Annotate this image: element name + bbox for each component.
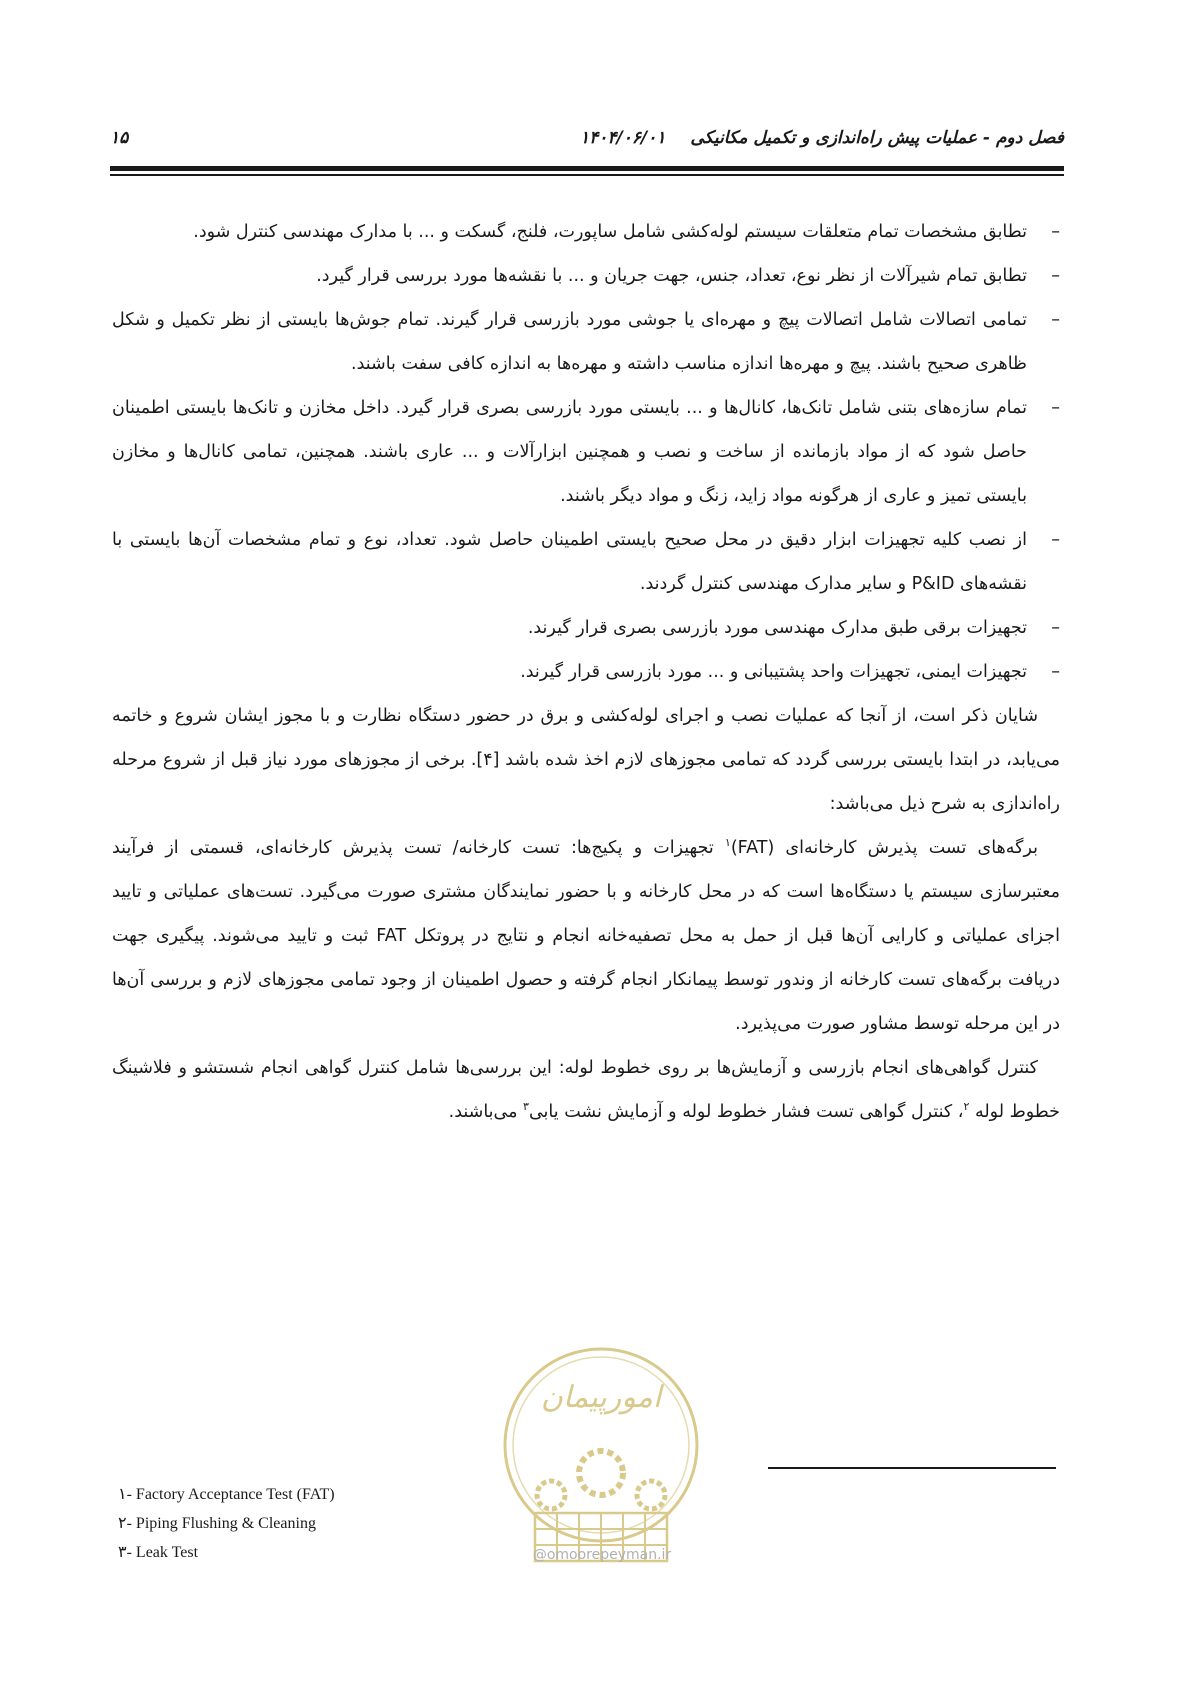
footnote-ref-2: ۲ (963, 1100, 970, 1114)
list-item: – تجهیزات ایمنی، تجهیزات واحد پشتیبانی و ... مورد بازرسی قرار گیرند. (112, 650, 1060, 694)
bullet-dash: – (1051, 310, 1060, 330)
bullet-dash: – (1051, 530, 1060, 550)
chapter-title: فصل دوم - عملیات پیش راه‌اندازی و تکمیل مکانیکی (690, 128, 1064, 148)
header-date: ۱۴۰۴/۰۶/۰۱ (580, 128, 666, 148)
list-item: – تطابق تمام شیرآلات از نظر نوع، تعداد، جنس، جهت جریان و ... با نقشه‌ها مورد بررسی قرار گیرد. (112, 254, 1060, 298)
watermark-url: @omoorepeyman.ir (532, 1547, 672, 1563)
page-number: ۱۵ (110, 128, 129, 148)
header-rule-thin (110, 174, 1064, 176)
paragraph-permits-intro: شایان ذکر است، از آنجا که عملیات نصب و اجرای لوله‌کشی و برق در حضور دستگاه نظارت و با مجوز ایشان شروع و خاتمه می‌یابد، در ابتدا بایستی بررسی گردد که تمامی مجوزهای لازم اخذ شده باشد [۴]. برخی از مجوزهای مورد نیاز قبل از شروع مرحله راه‌اندازی به شرح ذیل می‌باشد: (112, 706, 1060, 814)
footnote-3: ۳- Leak Test (118, 1544, 199, 1561)
checklist (112, 210, 1060, 694)
footnote-2: ۲- Piping Flushing & Cleaning (118, 1515, 316, 1532)
footnote-ref-1: ۱ (724, 836, 731, 850)
footnote-1: ۱- Factory Acceptance Test (FAT) (118, 1486, 335, 1503)
bullet-dash: – (1051, 222, 1060, 242)
bullet-dash: – (1051, 662, 1060, 682)
bullet-dash: – (1051, 266, 1060, 286)
list-item: – تجهیزات برقی طبق مدارک مهندسی مورد بازرسی بصری قرار گیرند. (112, 606, 1060, 650)
page-body (112, 210, 1060, 1134)
list-item: – تطابق مشخصات تمام متعلقات سیستم لوله‌کشی شامل ساپورت، فلنج، گسکت و ... با مدارک مهندسی کنترل شود. (112, 210, 1060, 254)
paragraph-fat: برگه‌های تست پذیرش کارخانه‌ای (FAT)$^۱$ تجهیزات و پکیج‌ها: تست کارخانه/ تست پذیرش کارخانه‌ای، قسمتی از فرآیند معتبرسازی سیستم یا دستگاه‌ها است که در محل کارخانه و با حضور نمایندگان مشتری صورت می‌گیرد. تست‌های عملیاتی و تایید اجزای عملیاتی و کارایی آن‌ها قبل از حمل به محل تصفیه‌خانه انجام و نتایج در پروتکل FAT ثبت و تایید می‌شوند. پیگیری جهت دریافت برگه‌های تست کارخانه از وندور توسط پیمانکار انجام گرفته و حصول اطمینان از وجود تمامی مجوزهای لازم و بررسی آن‌ها در این مرحله توسط مشاور صورت می‌پذیرد. (112, 836, 1060, 1034)
paragraph-pipeline-certificates: کنترل گواهی‌های انجام بازرسی و آزمایش‌ها بر روی خطوط لوله: این بررسی‌ها شامل کنترل گواهی انجام شستشو و فلاشینگ خطوط لوله $^۲$، کنترل گواهی تست فشار خطوط لوله و آزمایش نشت یابی$^۳$ می‌باشند. (112, 1058, 1060, 1122)
list-item: – تمام سازه‌های بتنی شامل تانک‌ها، کانال‌ها و ... بایستی مورد بازرسی بصری قرار گیرد. داخل مخازن و تانک‌ها بایستی اطمینان حاصل شود که از مواد بازمانده از ساخت و نصب و همچنین ابزارآلات و ... عاری باشند. همچنین، تمامی کانال‌ها و مخازن بایستی تمیز و عاری از هرگونه مواد زاید، زنگ و مواد دیگر باشند. (112, 386, 1060, 518)
list-item: – از نصب کلیه تجهیزات ابزار دقیق در محل صحیح بایستی اطمینان حاصل شود. تعداد، نوع و تمام مشخصات آن‌ها بایستی با نقشه‌های P&ID و سایر مدارک مهندسی کنترل گردند. (112, 518, 1060, 606)
watermark-logo-text: امورپیمان (540, 1380, 662, 1415)
footnote-ref-3: ۳ (523, 1100, 529, 1114)
footnotes (118, 1480, 538, 1567)
bullet-dash: – (1051, 618, 1060, 638)
list-item: – تمامی اتصالات شامل اتصالات پیچ و مهره‌ای یا جوشی مورد بازرسی قرار گیرند. تمام جوش‌ها بایستی از نظر تکمیل و شکل ظاهری صحیح باشند. پیچ و مهره‌ها اندازه مناسب داشته و مهره‌ها به اندازه کافی سفت باشند. (112, 298, 1060, 386)
footnote-separator (768, 1467, 1056, 1469)
bullet-dash: – (1051, 398, 1060, 418)
page-header (110, 128, 1064, 158)
header-rule-thick (110, 166, 1064, 171)
